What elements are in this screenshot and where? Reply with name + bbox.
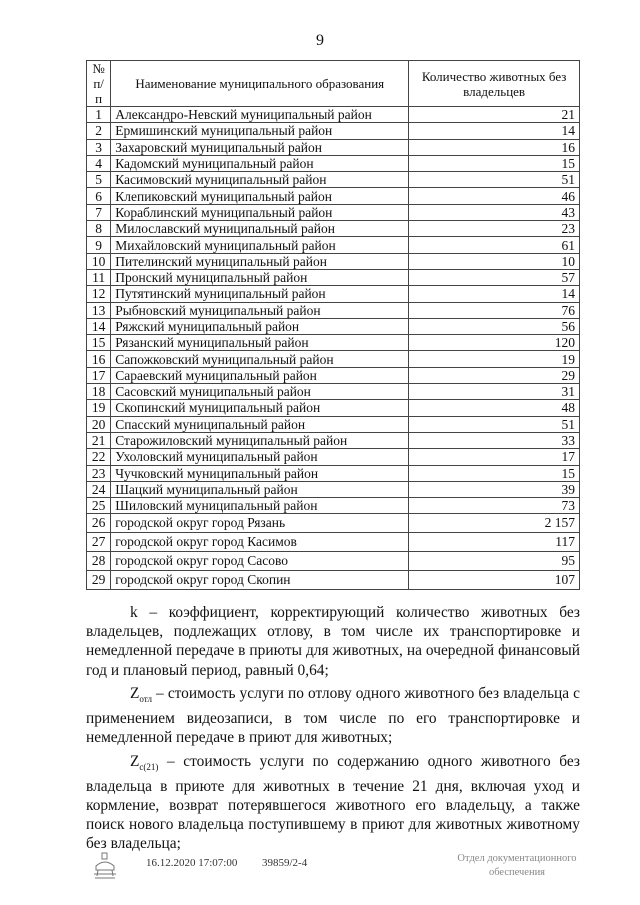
municipality-name: Спасский муниципальный район bbox=[111, 416, 409, 432]
municipality-name: Сасовский муниципальный район bbox=[111, 384, 409, 400]
animal-count: 39 bbox=[409, 481, 580, 497]
animal-count: 48 bbox=[409, 400, 580, 416]
animal-count: 51 bbox=[409, 172, 580, 188]
municipality-name: Кораблинский муниципальный район bbox=[111, 204, 409, 220]
table-row bbox=[87, 367, 580, 383]
municipality-name: Сараевский муниципальный район bbox=[111, 367, 409, 383]
row-number: 5 bbox=[87, 172, 111, 188]
row-number: 8 bbox=[87, 221, 111, 237]
body-text bbox=[86, 603, 580, 858]
table-row bbox=[87, 155, 580, 171]
table-row bbox=[87, 498, 580, 514]
row-number: 1 bbox=[87, 107, 111, 123]
municipality-name: городской округ город Сасово bbox=[111, 552, 409, 571]
row-number: 27 bbox=[87, 533, 111, 552]
municipality-name: Кадомский муниципальный район bbox=[111, 155, 409, 171]
animal-count: 21 bbox=[409, 107, 580, 123]
animal-count: 43 bbox=[409, 204, 580, 220]
row-number: 21 bbox=[87, 432, 111, 448]
row-number: 9 bbox=[87, 237, 111, 253]
table-row bbox=[87, 221, 580, 237]
table-row bbox=[87, 302, 580, 318]
table-row bbox=[87, 172, 580, 188]
animal-count: 95 bbox=[409, 552, 580, 571]
animal-count: 51 bbox=[409, 416, 580, 432]
row-number: 4 bbox=[87, 155, 111, 171]
table-row bbox=[87, 416, 580, 432]
table-row bbox=[87, 400, 580, 416]
table-header bbox=[87, 61, 580, 107]
animal-count: 31 bbox=[409, 384, 580, 400]
municipality-name: Клепиковский муниципальный район bbox=[111, 188, 409, 204]
table-row bbox=[87, 139, 580, 155]
coat-of-arms-icon bbox=[91, 852, 119, 880]
municipality-name: городской округ город Касимов bbox=[111, 533, 409, 552]
subscript: с(21) bbox=[139, 761, 159, 772]
row-number: 16 bbox=[87, 351, 111, 367]
subscript: отл bbox=[139, 693, 152, 704]
row-number: 3 bbox=[87, 139, 111, 155]
animal-count: 17 bbox=[409, 449, 580, 465]
table-row bbox=[87, 269, 580, 285]
municipality-name: Шиловский муниципальный район bbox=[111, 498, 409, 514]
row-number: 14 bbox=[87, 318, 111, 334]
row-number: 11 bbox=[87, 269, 111, 285]
table-row bbox=[87, 465, 580, 481]
footer-doc-number: 39859/2-4 bbox=[262, 857, 308, 869]
row-number: 18 bbox=[87, 384, 111, 400]
row-number: 6 bbox=[87, 188, 111, 204]
animal-count: 14 bbox=[409, 286, 580, 302]
municipality-name: Александро-Невский муниципальный район bbox=[111, 107, 409, 123]
row-number: 22 bbox=[87, 449, 111, 465]
animal-count: 29 bbox=[409, 367, 580, 383]
row-number: 13 bbox=[87, 302, 111, 318]
animal-count: 15 bbox=[409, 465, 580, 481]
row-number: 29 bbox=[87, 571, 111, 590]
municipality-name: Путятинский муниципальный район bbox=[111, 286, 409, 302]
row-number: 28 bbox=[87, 552, 111, 571]
municipality-name: Чучковский муниципальный район bbox=[111, 465, 409, 481]
row-number: 20 bbox=[87, 416, 111, 432]
municipality-name: Захаровский муниципальный район bbox=[111, 139, 409, 155]
table-row bbox=[87, 449, 580, 465]
symbol: Z bbox=[130, 752, 140, 770]
municipality-name: Пронский муниципальный район bbox=[111, 269, 409, 285]
paragraph-text: – коэффициент, корректирующий количество животных без владельцев, подлежащих отлову, в том числе их транспортировке и немедленной передаче в приюты для животных, на очередной финансовый год и плановый период, равный 0,64; bbox=[86, 604, 580, 679]
animal-count: 2 157 bbox=[409, 514, 580, 533]
animal-count: 15 bbox=[409, 155, 580, 171]
header-name: Наименование муниципального образования bbox=[111, 61, 409, 107]
symbol: Z bbox=[130, 684, 140, 702]
footer bbox=[0, 852, 640, 892]
paragraph-z-otl bbox=[86, 684, 580, 748]
footer-date: 16.12.2020 17:07:00 bbox=[146, 857, 238, 869]
footer-department: Отдел документационного обеспечения bbox=[457, 853, 577, 878]
table-row bbox=[87, 514, 580, 533]
animal-count: 107 bbox=[409, 571, 580, 590]
symbol: k bbox=[130, 604, 138, 621]
table-row bbox=[87, 533, 580, 552]
municipality-name: Михайловский муниципальный район bbox=[111, 237, 409, 253]
municipality-name: городской округ город Рязань bbox=[111, 514, 409, 533]
municipality-name: Ермишинский муниципальный район bbox=[111, 123, 409, 139]
row-number: 19 bbox=[87, 400, 111, 416]
animal-count: 120 bbox=[409, 335, 580, 351]
municipality-name: Скопинский муниципальный район bbox=[111, 400, 409, 416]
table-row bbox=[87, 204, 580, 220]
animal-count: 10 bbox=[409, 253, 580, 269]
animal-count: 33 bbox=[409, 432, 580, 448]
table-row bbox=[87, 384, 580, 400]
row-number: 26 bbox=[87, 514, 111, 533]
row-number: 23 bbox=[87, 465, 111, 481]
animal-count: 23 bbox=[409, 221, 580, 237]
municipality-name: Ухоловский муниципальный район bbox=[111, 449, 409, 465]
table-row bbox=[87, 188, 580, 204]
municipality-name: городской округ город Скопин bbox=[111, 571, 409, 590]
municipality-name: Милославский муниципальный район bbox=[111, 221, 409, 237]
municipality-name: Старожиловский муниципальный район bbox=[111, 432, 409, 448]
table-row bbox=[87, 107, 580, 123]
row-number: 10 bbox=[87, 253, 111, 269]
header-count: Количество животных без владельцев bbox=[409, 61, 580, 107]
animal-count: 16 bbox=[409, 139, 580, 155]
paragraph-text: – стоимость услуги по отлову одного животного без владельца с применением видеозаписи, в том числе по его транспортировке и немедленной передаче в приют для животных; bbox=[86, 684, 580, 747]
row-number: 2 bbox=[87, 123, 111, 139]
table-row bbox=[87, 237, 580, 253]
table-row bbox=[87, 481, 580, 497]
paragraph-k bbox=[86, 603, 580, 680]
animal-count: 57 bbox=[409, 269, 580, 285]
row-number: 12 bbox=[87, 286, 111, 302]
animal-count: 76 bbox=[409, 302, 580, 318]
municipality-name: Сапожковский муниципальный район bbox=[111, 351, 409, 367]
table-row bbox=[87, 123, 580, 139]
row-number: 7 bbox=[87, 204, 111, 220]
paragraph-z-c21 bbox=[86, 752, 580, 854]
animal-count: 117 bbox=[409, 533, 580, 552]
animal-count: 46 bbox=[409, 188, 580, 204]
table-row bbox=[87, 318, 580, 334]
municipality-name: Касимовский муниципальный район bbox=[111, 172, 409, 188]
animal-count: 56 bbox=[409, 318, 580, 334]
table-row bbox=[87, 335, 580, 351]
row-number: 15 bbox=[87, 335, 111, 351]
row-number: 25 bbox=[87, 498, 111, 514]
table-row bbox=[87, 351, 580, 367]
table-row bbox=[87, 286, 580, 302]
paragraph-text: – стоимость услуги по содержанию одного животного без владельца в приюте для животных в течение 21 дня, включая уход и кормление, возврат потерявшегося животного его владельцу, а также поиск нового владельца поступившему в приют для животных животному без владельца; bbox=[86, 752, 580, 853]
municipality-name: Рыбновский муниципальный район bbox=[111, 302, 409, 318]
page-number: 9 bbox=[316, 32, 324, 49]
animal-count: 73 bbox=[409, 498, 580, 514]
municipality-name: Пителинский муниципальный район bbox=[111, 253, 409, 269]
row-number: 24 bbox=[87, 481, 111, 497]
animal-count: 14 bbox=[409, 123, 580, 139]
municipality-name: Рязанский муниципальный район bbox=[111, 335, 409, 351]
table-row bbox=[87, 253, 580, 269]
header-number: № п/п bbox=[87, 61, 111, 107]
table-row bbox=[87, 552, 580, 571]
animal-count: 19 bbox=[409, 351, 580, 367]
municipality-name: Ряжский муниципальный район bbox=[111, 318, 409, 334]
row-number: 17 bbox=[87, 367, 111, 383]
animal-count: 61 bbox=[409, 237, 580, 253]
table-row bbox=[87, 432, 580, 448]
table-row bbox=[87, 571, 580, 590]
municipality-name: Шацкий муниципальный район bbox=[111, 481, 409, 497]
animals-table bbox=[86, 60, 580, 590]
